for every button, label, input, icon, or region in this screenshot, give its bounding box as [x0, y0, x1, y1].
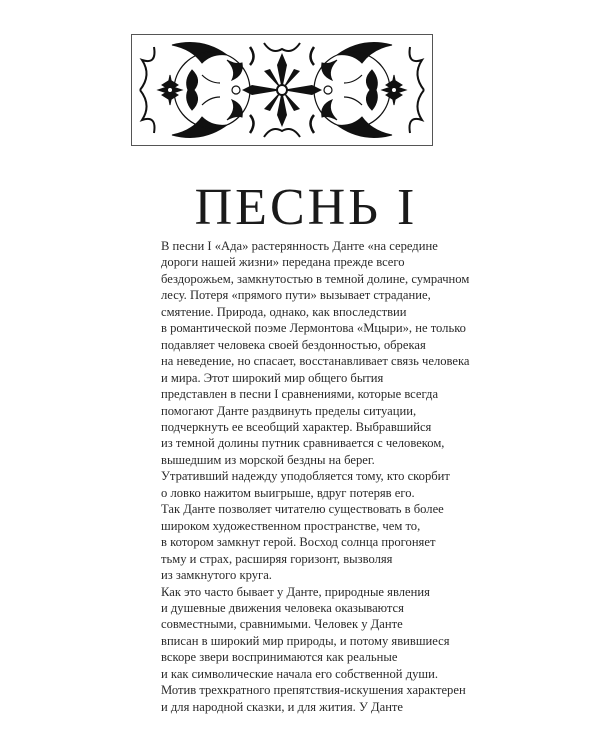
text-line: Мотив трехкратного препятствия-искушения характерен [161, 683, 466, 698]
text-line: и для народной сказки, и для жития. У Данте [161, 699, 404, 714]
text-line: совместными, сравнимыми. Человек у Данте [161, 617, 403, 632]
text-line: тьму и страх, расширяя горизонт, вызволяя [161, 551, 393, 566]
text-line: дороги нашей жизни» передана прежде всего [161, 255, 405, 270]
text-line: Так Данте позволяет читателю существовать в более [161, 502, 444, 517]
decorative-ornament-panel [131, 34, 433, 146]
text-line: представлен в песни I сравнениями, которые всегда [161, 387, 439, 402]
text-line: Утративший надежду уподобляется тому, кто скорбит [161, 469, 450, 484]
text-line: на неведение, но спасает, восстанавливает связь человека [161, 354, 470, 369]
text-line: и мира. Этот широкий мир общего бытия [161, 370, 384, 385]
text-line: лесу. Потеря «прямого пути» вызывает страдание, [161, 288, 431, 303]
text-line: и как символические начала его собственной души. [161, 666, 438, 681]
text-line: вскоре звери воспринимаются как реальные [161, 650, 398, 665]
text-line: бездорожьем, замкнутостью в темной долине, сумрачном [161, 271, 470, 286]
text-line: подчеркнуть ее всеобщий характер. Выбравшийся [161, 419, 432, 434]
text-line: в романтической поэме Лермонтова «Мцыри», не только [161, 321, 466, 336]
text-line: в котором замкнут герой. Восход солнца прогоняет [161, 535, 436, 550]
text-line: и душевные движения человека оказываются [161, 600, 404, 615]
text-line: из темной долины путник сравнивается с человеком, [161, 436, 445, 451]
chapter-title: ПЕСНЬ I [194, 179, 418, 236]
text-line: вышедшим из морской бездны на берег. [161, 452, 375, 467]
body-text [161, 238, 491, 715]
text-line: подавляет человека своей бездонностью, обрекая [161, 337, 426, 352]
text-line: вписан в широкий мир природы, и потому явившиеся [161, 633, 450, 648]
floral-ornament-icon [132, 35, 432, 145]
text-line: о ловко нажитом выигрыше, вдруг потеряв его. [161, 485, 415, 500]
text-line: из замкнутого круга. [161, 568, 272, 583]
text-line: помогают Данте раздвинуть пределы ситуации, [161, 403, 417, 418]
text-line: широком художественном пространстве, чем то, [161, 518, 421, 533]
text-line: В песни I «Ада» растерянность Данте «на середине [161, 239, 438, 253]
text-line: Как это часто бывает у Данте, природные явления [161, 584, 430, 599]
text-line: смятение. Природа, однако, как впоследствии [161, 304, 407, 319]
